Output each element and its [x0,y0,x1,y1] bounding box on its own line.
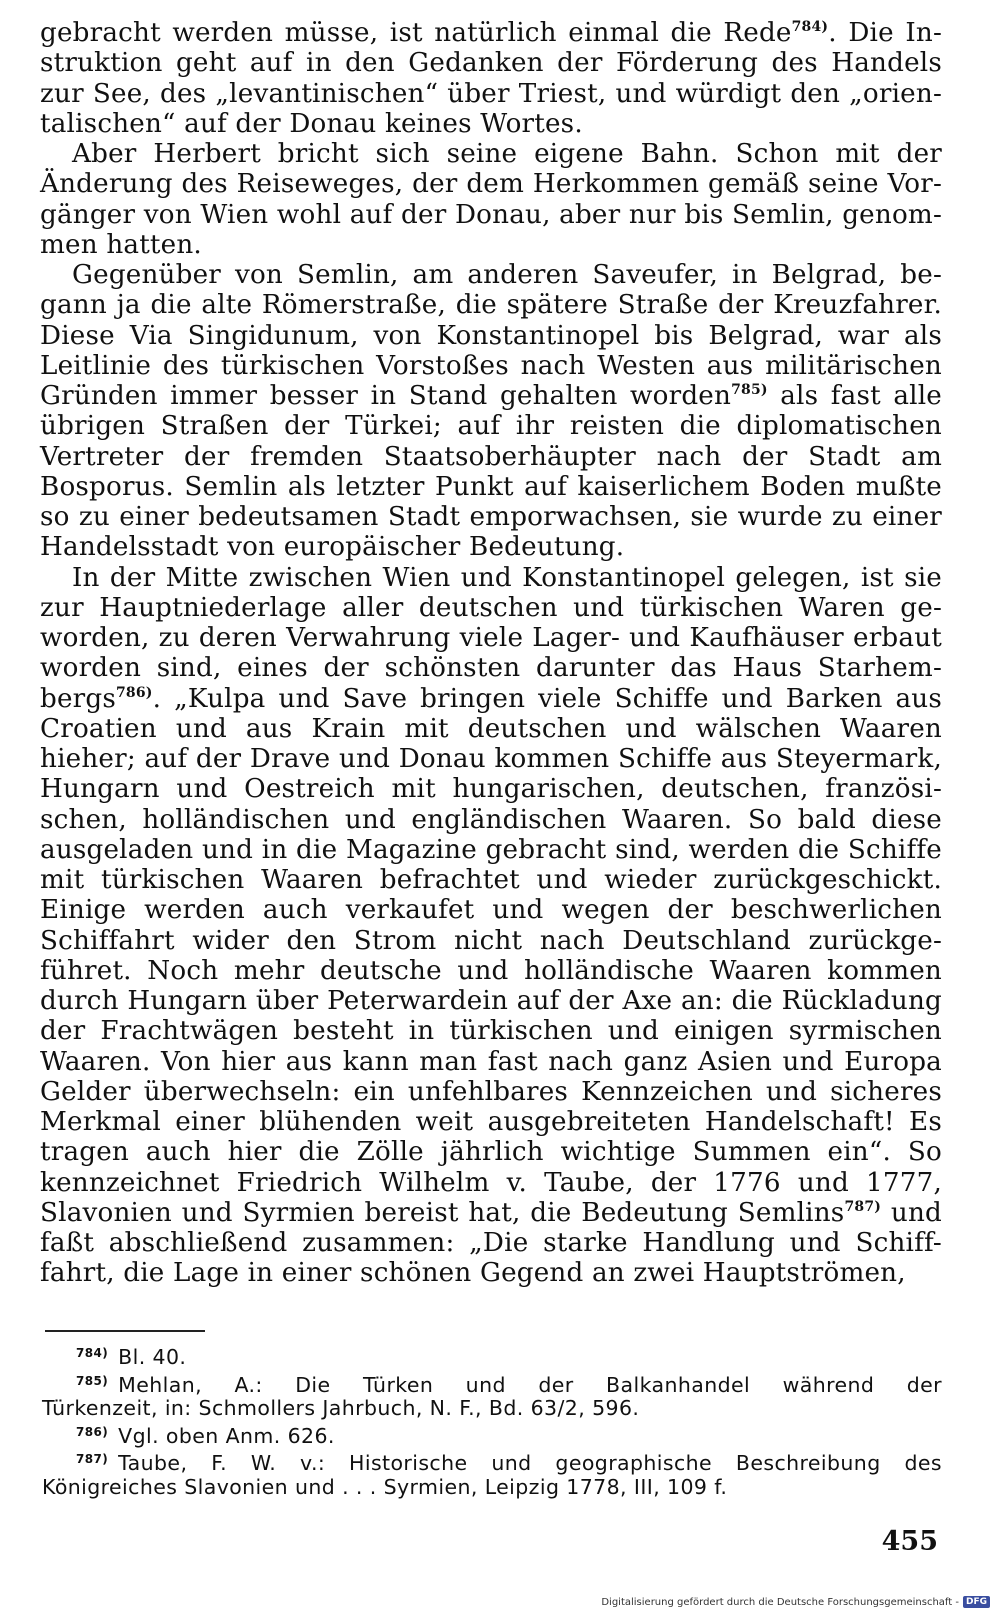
text-run: bergs [40,683,116,714]
footnotes [42,1342,942,1499]
body-text [40,18,942,1289]
text-line [40,774,942,804]
text-line [40,653,942,683]
text-line [40,169,942,199]
text-line [40,1228,942,1258]
footnote-reference[interactable]: 784) [791,19,829,35]
text-line [40,230,942,260]
footnote-text: Vgl. oben Anm. 626. [118,1423,335,1448]
text-run: . Die In- [828,18,942,48]
paragraph [40,139,942,260]
footnote-text: Bl. 40. [118,1345,187,1369]
text-run: mit türkischen Waaren befrachtet und wieder zurückgeschickt. [40,865,942,895]
text-run: Aber Herbert bricht sich seine eigene Bahn. Schon mit der [72,139,942,169]
footnote-reference[interactable]: 786) [115,684,153,701]
text-run: zur See, des „levantinischen“ über Triest, und würdigt den „orien- [40,78,942,109]
text-run: und [881,1197,942,1228]
text-line [40,109,942,139]
text-line [40,290,942,320]
footnote-reference[interactable]: 787) [844,1198,882,1215]
text-line [40,532,942,562]
paragraph [40,18,942,139]
text-run: worden, zu deren Verwahrung viele Lager- und Kaufhäuser erbaut [40,623,942,653]
text-run: als fast alle [767,381,942,411]
text-run: führet. Noch mehr deutsche und holländische Waaren kommen [40,955,942,986]
text-line [40,835,942,865]
text-line [40,351,942,381]
text-line [40,442,942,472]
text-run: tragen auch hier die Zölle jährlich wichtige Summen ein“. So [40,1137,942,1168]
text-line [40,381,942,411]
paragraph [40,260,942,563]
text-line [40,1168,942,1198]
footnote-text: Taube, F. W. v.: Historische und geographische Beschreibung des [118,1451,942,1475]
text-line [40,200,942,230]
footnote-text: Mehlan, A.: Die Türken und der Balkanhandel während der [118,1372,942,1397]
text-run: Gelder überwechseln: ein unfehlbares Kennzeichen und sicheres [40,1076,942,1107]
text-run: Einige werden auch verkaufet und wegen der beschwerlichen [40,895,942,926]
page-number: 455 [881,1526,938,1557]
text-run: Bosporus. Semlin als letzter Punkt auf kaiserlichem Boden mußte [40,471,942,502]
text-run: faßt abschließend zusammen: „Die starke Handlung und Schiff- [40,1228,942,1258]
text-line [40,1016,942,1046]
footnote-reference[interactable]: 785) [731,382,768,398]
footnote-line [42,1421,942,1449]
text-run: Slavonien und Syrmien bereist hat, die Bedeutung Semlins [40,1197,845,1228]
text-run: worden sind, eines der schönsten darunter das Haus Starhem- [40,653,942,684]
text-line [40,744,942,774]
text-line [40,926,942,956]
text-run: . „Kulpa und Save bringen viele Schiffe und Barken aus [152,683,942,714]
text-line [40,411,942,441]
text-run: gänger von Wien wohl auf der Donau, aber nur bis Semlin, genom- [40,199,942,230]
text-run: so zu einer bedeutsamen Stadt emporwachsen, sie wurde zu einer [40,502,942,532]
text-run: talischen“ auf der Donau keines Wortes. [40,108,583,139]
text-line [40,805,942,835]
text-run: kennzeichnet Friedrich Wilhelm v. Taube, der 1776 und 1777, [40,1167,942,1198]
text-line [40,1198,942,1228]
text-line [40,1107,942,1137]
text-run: der Frachtwägen besteht in türkischen und einigen syrmischen [40,1016,942,1047]
text-line [40,18,942,48]
text-line [40,956,942,986]
text-line [40,1077,942,1107]
text-line [40,472,942,502]
text-run: Croatien und aus Krain mit deutschen und wälschen Waaren [40,713,942,744]
footnote-line [42,1448,942,1476]
paragraph [40,563,942,1289]
text-run: Gegenüber von Semlin, am anderen Saveufer, in Belgrad, be- [72,260,942,290]
text-run: struktion geht auf in den Gedanken der Förderung des Handels [40,48,942,79]
text-line [40,865,942,895]
footnote-number: 787) [76,1452,109,1466]
text-run: Vertreter der fremden Staatsoberhäupter nach der Stadt am [40,441,942,472]
text-run: hieher; auf der Drave und Donau kommen Schiffe aus Steyermark, [40,744,942,774]
text-line [40,79,942,109]
text-run: ausgeladen und in die Magazine gebracht sind, werden die Schiffe [40,834,942,865]
text-line [40,593,942,623]
text-line [40,1258,942,1288]
text-run: Diese Via Singidunum, von Konstantinopel bis Belgrad, war als [40,320,942,351]
text-run: fahrt, die Lage in einer schönen Gegend an zwei Hauptströmen, [40,1258,906,1289]
digitization-credit [601,1596,990,1608]
text-line [40,48,942,78]
credit-text: Digitalisierung gefördert durch die Deutsche Forschungsgemeinschaft - [601,1596,959,1608]
text-run: Leitlinie des türkischen Vorstoßes nach Westen aus militärischen [40,350,942,381]
footnote-number: 785) [76,1373,109,1388]
text-line [40,623,942,653]
footnote-line [42,1342,942,1370]
footnote [42,1370,942,1421]
text-run: durch Hungarn über Peterwardein auf der Axe an: die Rückladung [40,986,942,1016]
text-run: übrigen Straßen der Türkei; auf ihr reisten die diplomatischen [40,411,942,442]
text-run: men hatten. [40,229,202,260]
text-line [40,1137,942,1167]
footnote-text: Türkenzeit, in: Schmollers Jahrbuch, N. F., Bd. 63/2, 596. [42,1396,640,1420]
text-line [40,260,942,290]
footnote-line [42,1476,942,1500]
text-line [40,986,942,1016]
text-run: Gründen immer besser in Stand gehalten worden [40,381,732,411]
text-line [40,563,942,593]
footnote-line [42,1397,942,1421]
text-line [40,321,942,351]
text-run: zur Hauptniederlage aller deutschen und türkischen Waren ge- [40,592,942,623]
footnote [42,1421,942,1449]
dfg-logo-icon: DFG [963,1596,990,1608]
text-run: In der Mitte zwischen Wien und Konstantinopel gelegen, ist sie [72,562,942,593]
text-run: Hungarn und Oestreich mit hungarischen, deutschen, französi- [40,774,942,805]
text-run: Schiffahrt wider den Strom nicht nach Deutschland zurückge- [40,925,942,956]
text-run: Merkmal einer blühenden weit ausgebreiteten Handelschaft! Es [40,1107,942,1137]
text-line [40,1047,942,1077]
text-line [40,139,942,169]
footnote-line [42,1370,942,1398]
text-line [40,502,942,532]
footnote-number: 786) [76,1424,109,1439]
text-line [40,714,942,744]
footnote [42,1448,942,1499]
text-run: Waaren. Von hier aus kann man fast nach ganz Asien und Europa [40,1046,942,1077]
text-line [40,684,942,714]
text-run: schen, holländischen und engländischen Waaren. So bald diese [40,804,942,835]
footnote-number: 784) [76,1346,109,1360]
text-run: gebracht werden müsse, ist natürlich einmal die Rede [40,18,792,48]
text-run: gann ja die alte Römerstraße, die spätere Straße der Kreuzfahrer. [40,290,942,321]
footnote-text: Königreiches Slavonien und . . . Syrmien, Leipzig 1778, III, 109 f. [42,1474,728,1499]
text-run: Änderung des Reiseweges, der dem Herkommen gemäß seine Vor- [40,169,942,200]
text-run: Handelsstadt von europäischer Bedeutung. [40,532,625,563]
text-line [40,895,942,925]
footnote-divider [45,1330,205,1332]
footnote [42,1342,942,1370]
